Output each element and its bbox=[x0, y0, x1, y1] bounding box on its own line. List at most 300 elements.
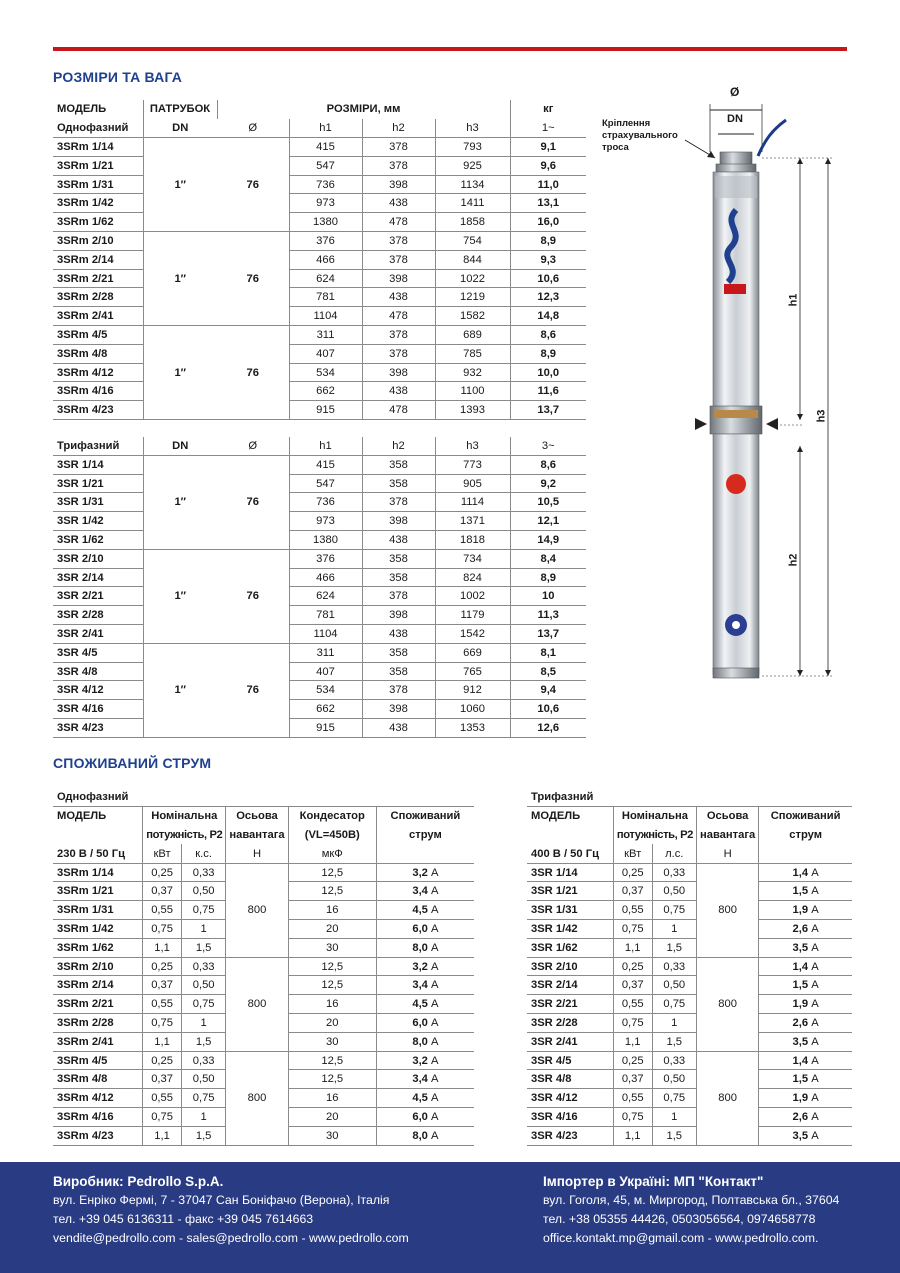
table-row bbox=[53, 681, 586, 700]
header-kg-phase: 1~ bbox=[510, 119, 586, 138]
dimension-value: 378 bbox=[362, 493, 435, 512]
current-amps: 2,6 bbox=[792, 1110, 809, 1123]
dimension-value: 378 bbox=[362, 232, 435, 251]
header-phase: Однофазний bbox=[53, 119, 143, 138]
units-cell: кВт bbox=[613, 844, 652, 863]
units-blank bbox=[759, 844, 852, 863]
current-unit: А bbox=[431, 885, 439, 898]
dimension-value: 734 bbox=[435, 549, 510, 568]
dimension-value: 1858 bbox=[435, 213, 510, 232]
table-row bbox=[527, 1070, 852, 1089]
dimension-value: 912 bbox=[435, 681, 510, 700]
dimension-value: 378 bbox=[362, 138, 435, 157]
units-cell: кВт bbox=[143, 844, 182, 863]
table-row bbox=[53, 662, 586, 681]
dimension-value: 1104 bbox=[289, 625, 362, 644]
dimension-value: 1100 bbox=[435, 382, 510, 401]
current-value bbox=[759, 957, 852, 976]
dimension-value: 915 bbox=[289, 719, 362, 738]
section-title-dimensions: РОЗМІРИ ТА ВАГА bbox=[53, 69, 183, 85]
model-name: 3SRm 2/21 bbox=[53, 269, 143, 288]
weight-value: 14,8 bbox=[510, 307, 586, 326]
table-row bbox=[527, 938, 852, 957]
dimension-value: 398 bbox=[362, 512, 435, 531]
manufacturer-info: Виробник: Pedrollo S.p.A. вул. Енріко Фермі, 7 - 37047 Сан Боніфачо (Верона), Італія тел. +39 045 6136311 - факс +39 045 7614663 vendite@pedrollo.com - sales@pedrollo.com - www.pedrollo.com bbox=[53, 1174, 409, 1245]
dimension-value: 1104 bbox=[289, 307, 362, 326]
dimension-value: 925 bbox=[435, 156, 510, 175]
table-row bbox=[527, 863, 852, 882]
table-row bbox=[53, 700, 586, 719]
table-row bbox=[53, 344, 586, 363]
axial-value: 800 bbox=[696, 957, 758, 1051]
table-row bbox=[53, 175, 586, 194]
table-row bbox=[53, 863, 474, 882]
units-blank bbox=[376, 844, 474, 863]
table-row bbox=[527, 1108, 852, 1127]
model-name: 3SRm 1/14 bbox=[53, 863, 143, 882]
current-value bbox=[759, 901, 852, 920]
power-kw: 0,25 bbox=[143, 957, 182, 976]
current-value bbox=[759, 882, 852, 901]
current-value bbox=[376, 1108, 474, 1127]
power-hp: 0,33 bbox=[652, 1051, 696, 1070]
dimension-value: 407 bbox=[289, 344, 362, 363]
dimension-value: 398 bbox=[362, 700, 435, 719]
capacitor-value: 30 bbox=[288, 938, 376, 957]
weight-value: 12,1 bbox=[510, 512, 586, 531]
table-row bbox=[53, 643, 586, 662]
dimension-value: 793 bbox=[435, 138, 510, 157]
current-value bbox=[376, 976, 474, 995]
table-row bbox=[53, 382, 586, 401]
dimension-value: 311 bbox=[289, 643, 362, 662]
dimension-value: 736 bbox=[289, 493, 362, 512]
capacitor-value: 12,5 bbox=[288, 957, 376, 976]
table-row bbox=[53, 719, 586, 738]
model-name: 3SR 4/5 bbox=[527, 1051, 613, 1070]
table-row bbox=[53, 138, 586, 157]
current-unit: А bbox=[431, 1092, 439, 1105]
model-name: 3SRm 2/28 bbox=[53, 288, 143, 307]
header-h1: h1 bbox=[289, 119, 362, 138]
weight-value: 8,9 bbox=[510, 568, 586, 587]
table-row bbox=[53, 156, 586, 175]
power-kw: 0,75 bbox=[143, 1108, 182, 1127]
dimension-value: 973 bbox=[289, 194, 362, 213]
table-row bbox=[527, 1014, 852, 1033]
power-kw: 0,37 bbox=[143, 882, 182, 901]
current-units-row bbox=[53, 844, 474, 863]
power-kw: 0,55 bbox=[613, 901, 652, 920]
table-row bbox=[53, 587, 586, 606]
units-cell: Н bbox=[696, 844, 758, 863]
table-row bbox=[527, 882, 852, 901]
dimension-value: 376 bbox=[289, 232, 362, 251]
current-amps: 6,0 bbox=[412, 1016, 428, 1029]
dimension-value: 398 bbox=[362, 606, 435, 625]
header-model: МОДЕЛЬ bbox=[57, 810, 107, 823]
dimension-value: 781 bbox=[289, 606, 362, 625]
dn-value: 1″ bbox=[143, 138, 217, 232]
header-dia: Ø bbox=[217, 437, 289, 456]
importer-info: Імпортер в Україні: МП "Контакт" вул. Гоголя, 45, м. Миргород, Полтавська бл., 37604 тел. +38 05355 44426, 0503056564, 0974658778 office.kontakt.mp@gmail.com - www.pedrollo.com. bbox=[543, 1174, 840, 1245]
model-name: 3SRm 4/8 bbox=[53, 1070, 143, 1089]
power-kw: 0,75 bbox=[613, 1014, 652, 1033]
model-name: 3SRm 2/14 bbox=[53, 250, 143, 269]
model-name: 3SRm 4/5 bbox=[53, 1051, 143, 1070]
dimension-value: 754 bbox=[435, 232, 510, 251]
dimension-value: 905 bbox=[435, 474, 510, 493]
header-sizes: РОЗМІРИ, мм bbox=[217, 100, 510, 119]
dimension-value: 438 bbox=[362, 194, 435, 213]
model-name: 3SRm 1/31 bbox=[53, 901, 143, 920]
table-row bbox=[527, 1126, 852, 1145]
dimension-value: 438 bbox=[362, 719, 435, 738]
dimension-value: 358 bbox=[362, 643, 435, 662]
model-name: 3SR 2/21 bbox=[53, 587, 143, 606]
current-value bbox=[759, 938, 852, 957]
model-name: 3SR 4/8 bbox=[53, 662, 143, 681]
model-name: 3SRm 4/16 bbox=[53, 382, 143, 401]
current-unit: А bbox=[811, 998, 819, 1011]
dimension-value: 1411 bbox=[435, 194, 510, 213]
weight-value: 8,4 bbox=[510, 549, 586, 568]
current-amps: 4,5 bbox=[412, 1092, 428, 1105]
dimension-value: 534 bbox=[289, 363, 362, 382]
capacitor-value: 30 bbox=[288, 1032, 376, 1051]
dimension-value: 781 bbox=[289, 288, 362, 307]
current-unit: А bbox=[811, 1092, 819, 1105]
power-hp: 1 bbox=[181, 1014, 225, 1033]
current-unit: А bbox=[431, 904, 439, 917]
dimension-value: 378 bbox=[362, 326, 435, 345]
dia-value: 76 bbox=[217, 138, 289, 232]
current-amps: 1,4 bbox=[792, 960, 809, 973]
dimension-value: 398 bbox=[362, 363, 435, 382]
current-three-phase-table bbox=[527, 788, 852, 1146]
power-kw: 0,25 bbox=[143, 1051, 182, 1070]
power-kw: 0,75 bbox=[613, 1108, 652, 1127]
dimension-value: 466 bbox=[289, 568, 362, 587]
model-name: 3SR 1/62 bbox=[53, 531, 143, 550]
model-name: 3SRm 1/21 bbox=[53, 156, 143, 175]
power-hp: 1,5 bbox=[181, 1126, 225, 1145]
dia-value: 76 bbox=[217, 326, 289, 420]
table-title: Трифазний bbox=[527, 788, 852, 807]
power-kw: 0,37 bbox=[613, 1070, 652, 1089]
current-unit: А bbox=[431, 960, 439, 973]
header-power-2: потужність, P2 bbox=[613, 826, 696, 845]
table-row bbox=[53, 250, 586, 269]
current-unit: А bbox=[431, 1073, 439, 1086]
table-row bbox=[53, 957, 474, 976]
dn-value: 1″ bbox=[143, 326, 217, 420]
dimension-value: 358 bbox=[362, 455, 435, 474]
current-amps: 3,4 bbox=[412, 885, 428, 898]
weight-value: 11,0 bbox=[510, 175, 586, 194]
power-kw: 1,1 bbox=[613, 1126, 652, 1145]
header-current: Споживаний bbox=[759, 807, 852, 826]
units-cell: к.с. bbox=[181, 844, 225, 863]
header-current-2: струм bbox=[759, 826, 852, 845]
weight-value: 8,1 bbox=[510, 643, 586, 662]
power-kw: 0,25 bbox=[143, 863, 182, 882]
model-name: 3SRm 1/21 bbox=[53, 882, 143, 901]
header-current-2: струм bbox=[376, 826, 474, 845]
model-name: 3SRm 1/14 bbox=[53, 138, 143, 157]
dimension-value: 1219 bbox=[435, 288, 510, 307]
model-name: 3SRm 4/23 bbox=[53, 1126, 143, 1145]
units-cell: мкФ bbox=[288, 844, 376, 863]
diameter-label: Ø bbox=[730, 85, 740, 99]
weight-value: 10,5 bbox=[510, 493, 586, 512]
power-hp: 0,50 bbox=[652, 976, 696, 995]
capacitor-value: 20 bbox=[288, 1108, 376, 1127]
current-amps: 8,0 bbox=[412, 1035, 428, 1048]
dimension-value: 1818 bbox=[435, 531, 510, 550]
current-value bbox=[759, 1089, 852, 1108]
model-name: 3SR 2/10 bbox=[527, 957, 613, 976]
capacitor-value: 20 bbox=[288, 1014, 376, 1033]
current-unit: А bbox=[811, 1073, 819, 1086]
current-value bbox=[376, 920, 474, 939]
weight-value: 10 bbox=[510, 587, 586, 606]
table-row bbox=[527, 995, 852, 1014]
header-capacitor-2: (VL=450B) bbox=[288, 826, 376, 845]
weight-value: 11,6 bbox=[510, 382, 586, 401]
model-name: 3SR 2/10 bbox=[53, 549, 143, 568]
model-name: 3SR 4/23 bbox=[527, 1126, 613, 1145]
model-name: 3SR 2/28 bbox=[53, 606, 143, 625]
dimension-value: 1060 bbox=[435, 700, 510, 719]
dia-value: 76 bbox=[217, 232, 289, 326]
dimension-value: 773 bbox=[435, 455, 510, 474]
power-hp: 0,33 bbox=[181, 1051, 225, 1070]
header-model: МОДЕЛЬ bbox=[531, 810, 581, 823]
model-name: 3SR 2/28 bbox=[527, 1014, 613, 1033]
header-h3: h3 bbox=[435, 119, 510, 138]
power-hp: 0,33 bbox=[181, 957, 225, 976]
current-amps: 3,4 bbox=[412, 979, 428, 992]
current-value bbox=[376, 1126, 474, 1145]
dn-label: DN bbox=[727, 113, 743, 125]
power-kw: 0,55 bbox=[143, 901, 182, 920]
table-row bbox=[53, 531, 586, 550]
current-value bbox=[759, 1108, 852, 1127]
power-kw: 1,1 bbox=[613, 938, 652, 957]
power-hp: 0,75 bbox=[181, 901, 225, 920]
current-value bbox=[376, 995, 474, 1014]
model-name: 3SR 2/14 bbox=[53, 568, 143, 587]
dimension-value: 1582 bbox=[435, 307, 510, 326]
weight-value: 12,6 bbox=[510, 719, 586, 738]
current-unit: А bbox=[811, 979, 819, 992]
header-pipe: ПАТРУБОК bbox=[143, 100, 217, 119]
power-hp: 1 bbox=[652, 920, 696, 939]
current-unit: А bbox=[811, 1110, 819, 1123]
model-name: 3SRm 1/62 bbox=[53, 938, 143, 957]
current-unit: А bbox=[431, 866, 439, 879]
current-amps: 1,9 bbox=[792, 998, 809, 1011]
model-name: 3SRm 2/21 bbox=[53, 995, 143, 1014]
axial-value: 800 bbox=[226, 957, 288, 1051]
model-name: 3SR 4/12 bbox=[53, 681, 143, 700]
power-kw: 0,55 bbox=[143, 995, 182, 1014]
current-value bbox=[759, 976, 852, 995]
current-value bbox=[759, 995, 852, 1014]
dimension-value: 438 bbox=[362, 531, 435, 550]
table-row bbox=[53, 307, 586, 326]
current-title-row bbox=[527, 788, 852, 807]
power-kw: 0,75 bbox=[613, 920, 652, 939]
table-row bbox=[53, 232, 586, 251]
model-name: 3SRm 2/28 bbox=[53, 1014, 143, 1033]
power-kw: 1,1 bbox=[143, 1032, 182, 1051]
current-value bbox=[759, 1051, 852, 1070]
capacitor-value: 12,5 bbox=[288, 1051, 376, 1070]
model-name: 3SRm 4/16 bbox=[53, 1108, 143, 1127]
capacitor-value: 16 bbox=[288, 995, 376, 1014]
model-name: 3SR 1/42 bbox=[527, 920, 613, 939]
current-unit: А bbox=[431, 1129, 439, 1142]
model-name: 3SRm 4/23 bbox=[53, 401, 143, 420]
table-row bbox=[53, 213, 586, 232]
current-header-row-1 bbox=[527, 807, 852, 826]
weight-value: 9,2 bbox=[510, 474, 586, 493]
dimension-value: 1134 bbox=[435, 175, 510, 194]
power-kw: 0,37 bbox=[613, 882, 652, 901]
capacitor-value: 12,5 bbox=[288, 882, 376, 901]
dimension-value: 466 bbox=[289, 250, 362, 269]
header-power: Номінальна bbox=[613, 807, 696, 826]
power-hp: 1,5 bbox=[652, 1032, 696, 1051]
dimension-value: 378 bbox=[362, 344, 435, 363]
dia-value: 76 bbox=[217, 455, 289, 549]
current-amps: 1,5 bbox=[792, 1073, 809, 1086]
current-unit: А bbox=[811, 885, 819, 898]
dimension-value: 1380 bbox=[289, 531, 362, 550]
axial-value: 800 bbox=[226, 1051, 288, 1145]
current-amps: 1,4 bbox=[792, 1054, 809, 1067]
power-hp: 1,5 bbox=[181, 938, 225, 957]
dimension-value: 1179 bbox=[435, 606, 510, 625]
pump-diagram bbox=[590, 80, 850, 700]
current-value bbox=[759, 920, 852, 939]
current-amps: 2,6 bbox=[792, 922, 809, 935]
power-kw: 1,1 bbox=[613, 1032, 652, 1051]
table-row bbox=[53, 549, 586, 568]
weight-value: 8,9 bbox=[510, 344, 586, 363]
header-power-2: потужність, P2 bbox=[143, 826, 226, 845]
model-name: 3SRm 2/14 bbox=[53, 976, 143, 995]
dimension-value: 358 bbox=[362, 662, 435, 681]
current-unit: А bbox=[811, 1054, 819, 1067]
capacitor-value: 12,5 bbox=[288, 863, 376, 882]
power-hp: 0,33 bbox=[181, 863, 225, 882]
dn-value: 1″ bbox=[143, 232, 217, 326]
table-row bbox=[53, 568, 586, 587]
header-kg-phase: 3~ bbox=[510, 437, 586, 456]
dimension-value: 358 bbox=[362, 549, 435, 568]
current-amps: 2,6 bbox=[792, 1016, 809, 1029]
header-capacitor: Кондесатор bbox=[288, 807, 376, 826]
dimension-value: 478 bbox=[362, 401, 435, 420]
power-kw: 1,1 bbox=[143, 1126, 182, 1145]
header-phase: Трифазний bbox=[53, 437, 143, 456]
dimension-value: 415 bbox=[289, 138, 362, 157]
current-amps: 3,2 bbox=[412, 866, 428, 879]
power-kw: 0,55 bbox=[613, 995, 652, 1014]
model-name: 3SRm 4/8 bbox=[53, 344, 143, 363]
capacitor-value: 16 bbox=[288, 901, 376, 920]
power-hp: 0,50 bbox=[652, 1070, 696, 1089]
current-amps: 4,5 bbox=[412, 904, 428, 917]
current-value bbox=[376, 1051, 474, 1070]
dimension-value: 1371 bbox=[435, 512, 510, 531]
capacitor-value: 16 bbox=[288, 1089, 376, 1108]
axial-value: 800 bbox=[696, 1051, 758, 1145]
header-h2: h2 bbox=[362, 437, 435, 456]
table-row bbox=[527, 1032, 852, 1051]
current-value bbox=[376, 1032, 474, 1051]
weight-value: 13,1 bbox=[510, 194, 586, 213]
capacitor-value: 12,5 bbox=[288, 1070, 376, 1089]
dimension-value: 438 bbox=[362, 625, 435, 644]
h3-label: h3 bbox=[815, 409, 828, 423]
power-hp: 1 bbox=[181, 1108, 225, 1127]
table-row bbox=[53, 288, 586, 307]
current-amps: 8,0 bbox=[412, 941, 428, 954]
cable-fixing-note: Кріплення страхувального троса bbox=[602, 118, 678, 153]
dn-value: 1″ bbox=[143, 643, 217, 737]
table-row bbox=[53, 474, 586, 493]
dimension-value: 534 bbox=[289, 681, 362, 700]
model-name: 3SRm 4/5 bbox=[53, 326, 143, 345]
current-unit: А bbox=[811, 960, 819, 973]
model-name: 3SRm 1/42 bbox=[53, 920, 143, 939]
current-value bbox=[759, 1070, 852, 1089]
current-amps: 8,0 bbox=[412, 1129, 428, 1142]
current-unit: А bbox=[431, 941, 439, 954]
table-row bbox=[53, 455, 586, 474]
header-blank bbox=[53, 826, 143, 845]
current-unit: А bbox=[811, 1035, 819, 1048]
dimension-value: 1022 bbox=[435, 269, 510, 288]
table-row bbox=[527, 1089, 852, 1108]
header-axial-2: навантага bbox=[226, 826, 288, 845]
model-name: 3SR 1/21 bbox=[53, 474, 143, 493]
header-dia: Ø bbox=[217, 119, 289, 138]
current-amps: 1,5 bbox=[792, 885, 809, 898]
footer bbox=[0, 1162, 900, 1273]
h1-label: h1 bbox=[787, 293, 800, 307]
current-unit: А bbox=[811, 1016, 819, 1029]
dimension-value: 398 bbox=[362, 269, 435, 288]
weight-value: 8,9 bbox=[510, 232, 586, 251]
power-hp: 0,50 bbox=[181, 1070, 225, 1089]
current-single-phase-table bbox=[53, 788, 474, 1146]
table-row bbox=[527, 1051, 852, 1070]
weight-value: 8,6 bbox=[510, 326, 586, 345]
header-power: Номінальна bbox=[143, 807, 226, 826]
current-value bbox=[376, 1070, 474, 1089]
weight-value: 11,3 bbox=[510, 606, 586, 625]
weight-value: 12,3 bbox=[510, 288, 586, 307]
header-model: МОДЕЛЬ bbox=[57, 103, 107, 116]
model-name: 3SRm 1/31 bbox=[53, 175, 143, 194]
power-kw: 1,1 bbox=[143, 938, 182, 957]
current-header-row-1 bbox=[53, 807, 474, 826]
